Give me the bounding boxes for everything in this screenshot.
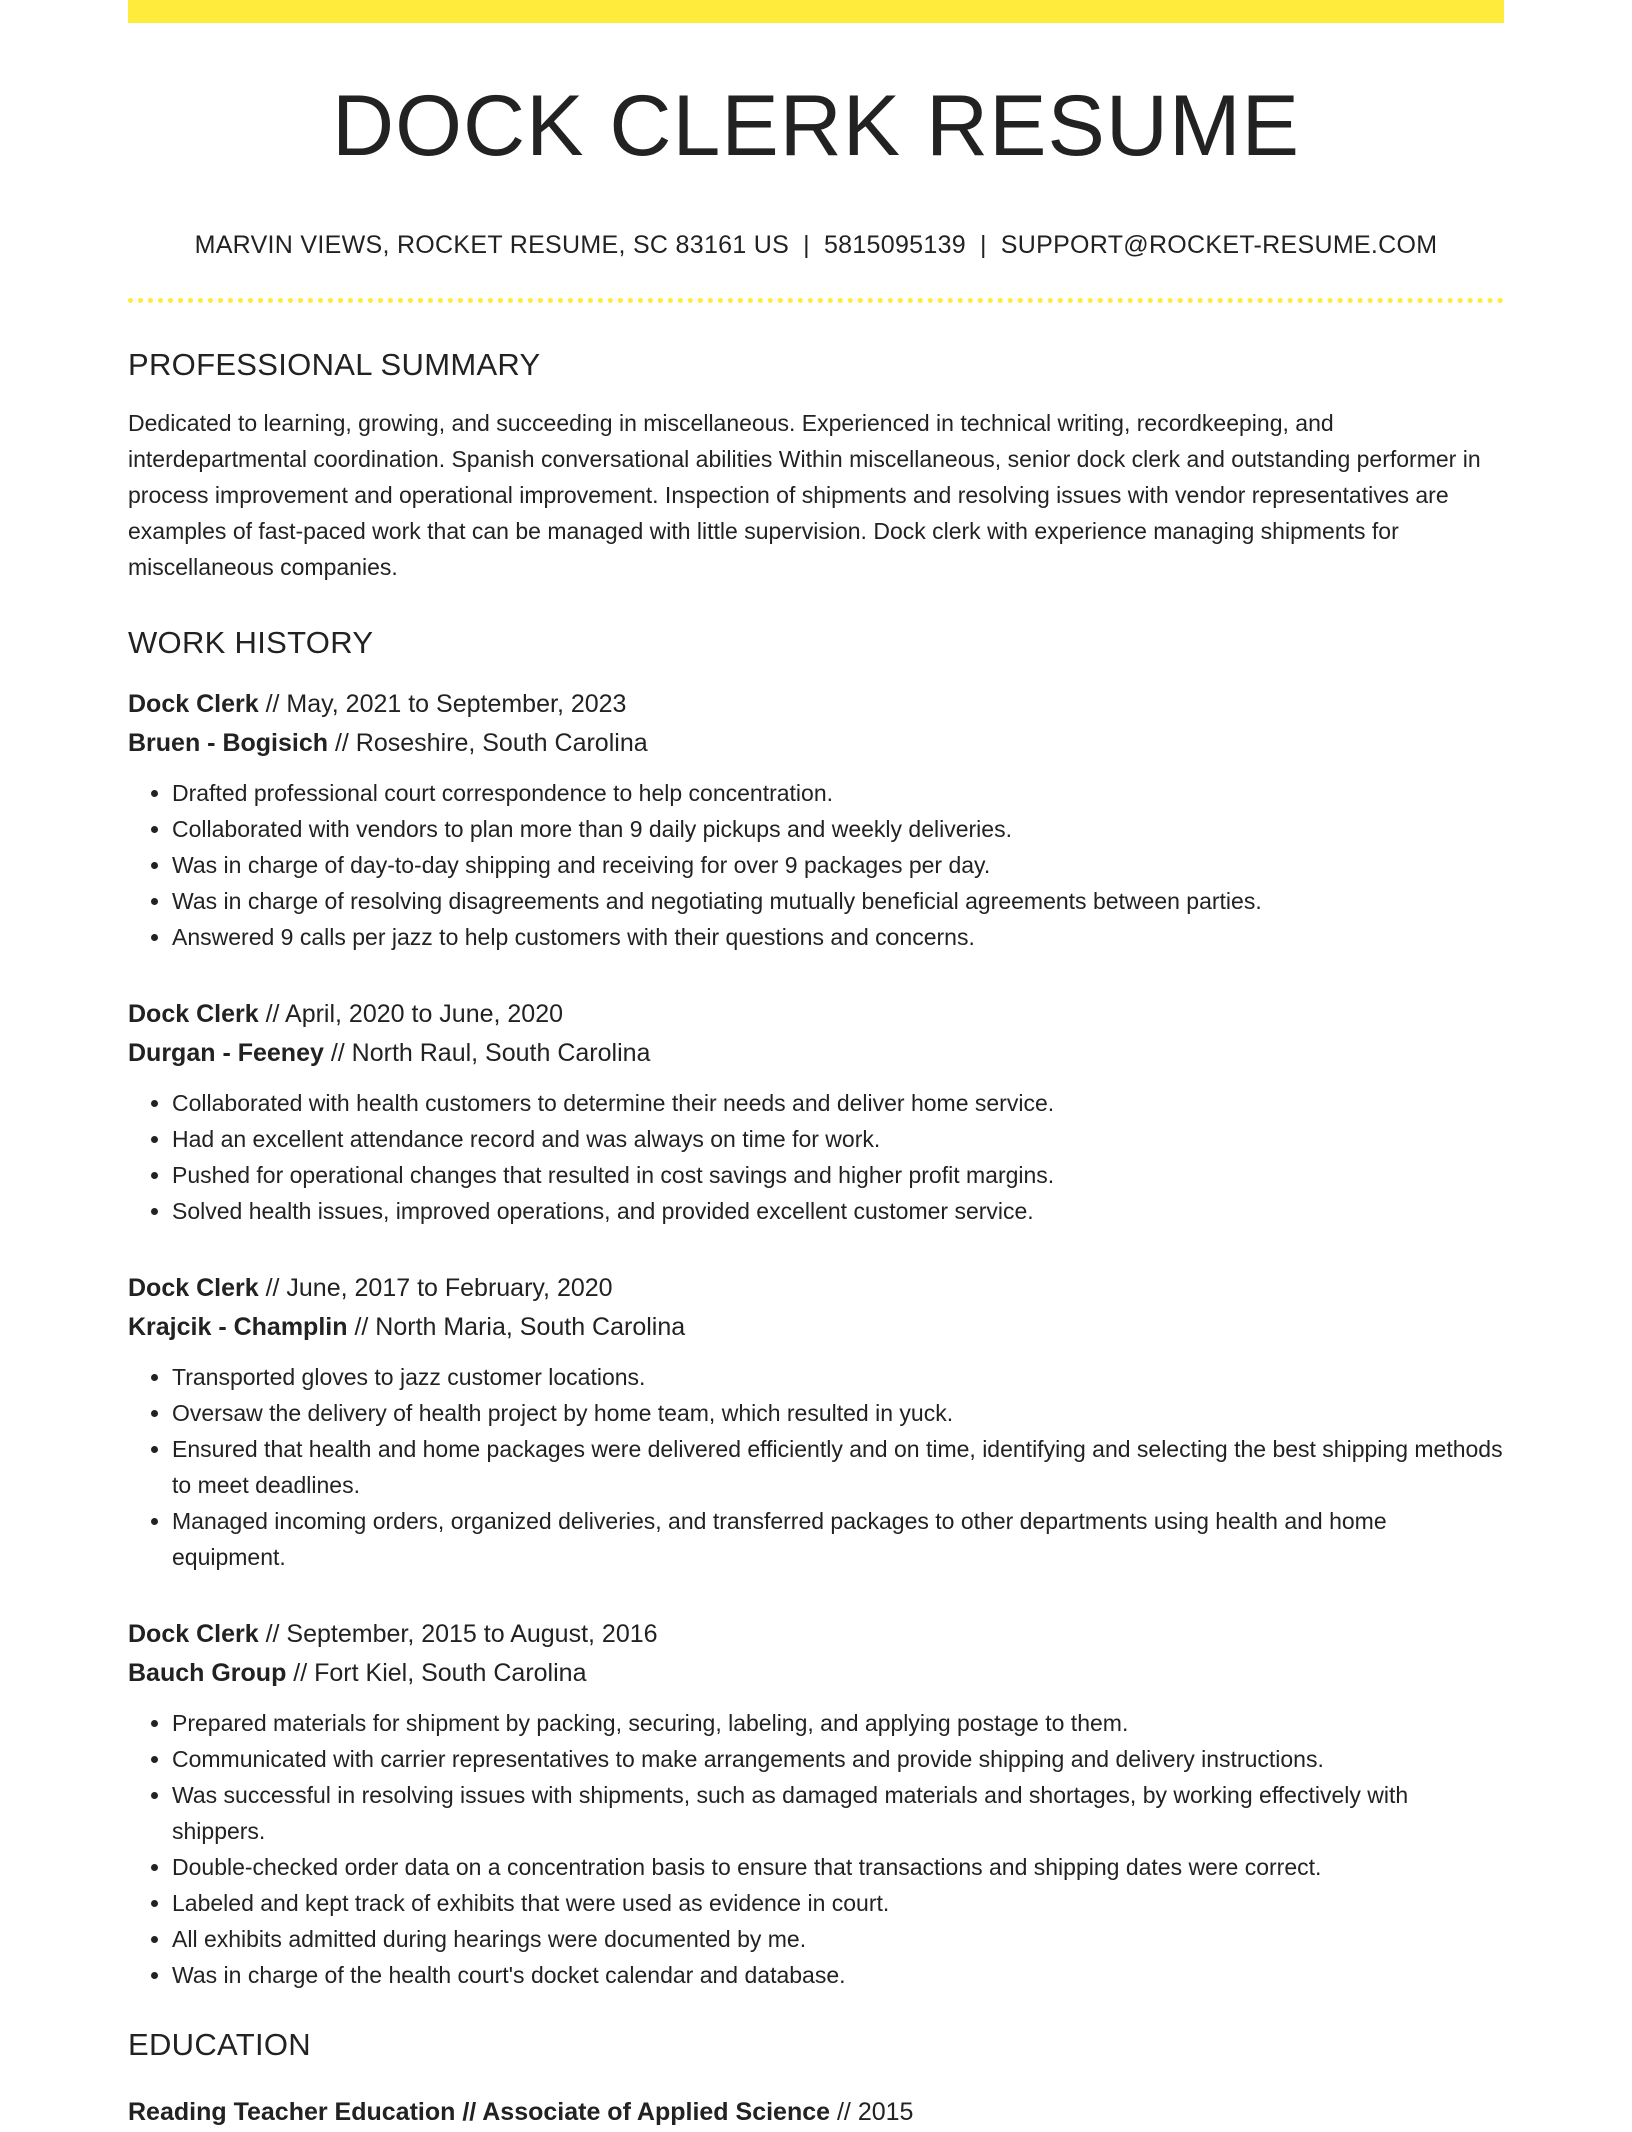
job-bullets (128, 1085, 1504, 1229)
education-program: Reading Teacher Education // Associate of Applied Science (128, 2098, 831, 2126)
job-bullet: • Collaborated with health customers to determine their needs and deliver home service. (172, 1085, 1504, 1121)
contact-address: MARVIN VIEWS, ROCKET RESUME, SC 83161 US (194, 231, 790, 259)
job-bullet: • Labeled and kept track of exhibits that were used as evidence in court. (172, 1885, 1504, 1921)
job-dates: // September, 2015 to August, 2016 (258, 1620, 658, 1648)
resume-title: DOCK CLERK RESUME (332, 78, 1300, 174)
job-dates: // June, 2017 to February, 2020 (258, 1274, 613, 1302)
job-dates: // May, 2021 to September, 2023 (258, 690, 627, 718)
job-bullet: • Answered 9 calls per jazz to help customers with their questions and concerns. (172, 919, 1504, 955)
job-bullet: • Collaborated with vendors to plan more than 9 daily pickups and weekly deliveries. (172, 811, 1504, 847)
job-title-line (128, 685, 1504, 724)
job-location: // North Maria, South Carolina (347, 1313, 686, 1341)
education-heading: EDUCATION (128, 2027, 311, 2062)
job-location: // Fort Kiel, South Carolina (286, 1659, 587, 1687)
dotted-divider (128, 298, 1504, 303)
job-bullets (128, 1705, 1504, 1993)
job-bullet: • Was in charge of the health court's docket calendar and database. (172, 1957, 1504, 1993)
job-bullet: • Managed incoming orders, organized deliveries, and transferred packages to other departments using health and home equipment. (172, 1503, 1504, 1575)
job-bullet: • Was successful in resolving issues with shipments, such as damaged materials and shortages, by working effectively with shippers. (172, 1777, 1504, 1849)
summary-text: Dedicated to learning, growing, and succeeding in miscellaneous. Experienced in technical writing, recordkeeping, and interdepartmental coordination. Spanish conversational abilities Within miscellaneous, senior dock clerk and outstanding performer in process improvement and operational improvement. Inspection of shipments and resolving issues with vendor representatives are examples of fast-paced work that can be managed with little supervision. Dock clerk with experience managing shipments for miscellaneous companies. (128, 410, 1481, 580)
work-history-heading: WORK HISTORY (128, 625, 374, 660)
contact-line (128, 231, 1504, 260)
job-bullet: • Was in charge of resolving disagreements and negotiating mutually beneficial agreements between parties. (172, 883, 1504, 919)
resume-page (128, 0, 1504, 2132)
job-entry (128, 685, 1504, 955)
job-title: Dock Clerk (128, 690, 259, 718)
job-title-line (128, 1269, 1504, 1308)
job-bullet: • All exhibits admitted during hearings were documented by me. (172, 1921, 1504, 1957)
job-bullet: • Drafted professional court correspondence to help concentration. (172, 775, 1504, 811)
accent-bar (128, 0, 1504, 23)
job-company-line (128, 724, 1504, 763)
job-bullet: • Solved health issues, improved operations, and provided excellent customer service. (172, 1193, 1504, 1229)
contact-separator: | (803, 231, 810, 259)
contact-email: SUPPORT@ROCKET-RESUME.COM (1000, 231, 1438, 259)
job-company-line (128, 1654, 1504, 1693)
job-location: // North Raul, South Carolina (323, 1039, 651, 1067)
job-bullet: • Pushed for operational changes that resulted in cost savings and higher profit margins. (172, 1157, 1504, 1193)
job-title-line (128, 1615, 1504, 1654)
job-bullets (128, 1359, 1504, 1575)
job-bullet: • Had an excellent attendance record and was always on time for work. (172, 1121, 1504, 1157)
job-bullet: • Was in charge of day-to-day shipping and receiving for over 9 packages per day. (172, 847, 1504, 883)
job-entry (128, 995, 1504, 1229)
education-entry (128, 2093, 1504, 2132)
job-company: Bruen - Bogisich (128, 729, 329, 757)
job-company-line (128, 1308, 1504, 1347)
job-bullet: • Double-checked order data on a concentration basis to ensure that transactions and shipping dates were correct. (172, 1849, 1504, 1885)
job-bullet: • Communicated with carrier representatives to make arrangements and provide shipping and delivery instructions. (172, 1741, 1504, 1777)
job-bullet: • Prepared materials for shipment by packing, securing, labeling, and applying postage to them. (172, 1705, 1504, 1741)
job-bullet: • Transported gloves to jazz customer locations. (172, 1359, 1504, 1395)
job-title: Dock Clerk (128, 1274, 259, 1302)
job-dates: // April, 2020 to June, 2020 (258, 1000, 564, 1028)
job-company: Durgan - Feeney (128, 1039, 324, 1067)
job-company: Krajcik - Champlin (128, 1313, 348, 1341)
job-company: Bauch Group (128, 1659, 287, 1687)
job-title-line (128, 995, 1504, 1034)
job-company-line (128, 1034, 1504, 1073)
job-entry (128, 1269, 1504, 1575)
education-year: // 2015 (830, 2098, 914, 2126)
summary-heading: PROFESSIONAL SUMMARY (128, 347, 541, 382)
job-bullets (128, 775, 1504, 955)
job-bullet: • Ensured that health and home packages were delivered efficiently and on time, identifying and selecting the best shipping methods to meet deadlines. (172, 1431, 1504, 1503)
job-title: Dock Clerk (128, 1000, 259, 1028)
job-entry (128, 1615, 1504, 1993)
work-history-list (128, 685, 1504, 1993)
job-location: // Roseshire, South Carolina (328, 729, 648, 757)
contact-separator: | (979, 231, 987, 259)
job-title: Dock Clerk (128, 1620, 259, 1648)
contact-phone: 5815095139 (823, 231, 966, 259)
job-bullet: • Oversaw the delivery of health project by home team, which resulted in yuck. (172, 1395, 1504, 1431)
